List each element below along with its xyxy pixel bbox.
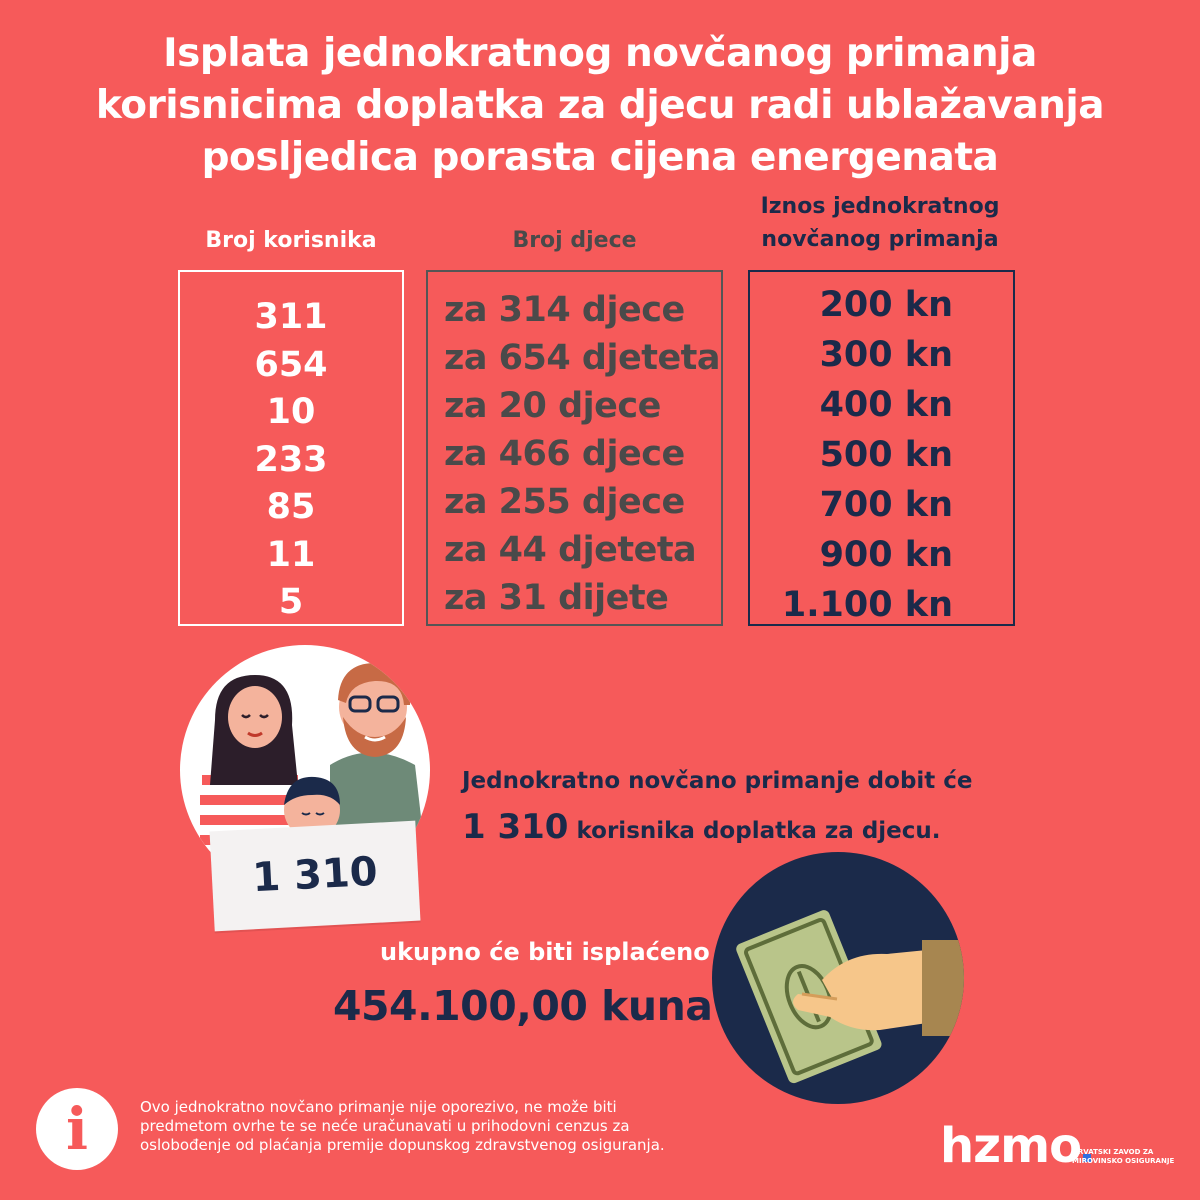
- hzmo-logo: [940, 1118, 1091, 1174]
- users-value: 654: [254, 344, 328, 385]
- amount-value: 1.100 kn: [781, 585, 953, 625]
- summary-count: 1 310: [462, 807, 569, 847]
- logo-wordmark: hzmo: [940, 1118, 1082, 1174]
- users-box: [178, 270, 404, 626]
- footnote: [140, 1098, 700, 1155]
- children-value: za 654 djeteta: [444, 338, 721, 378]
- summary-line-2: [462, 804, 1022, 854]
- amount-value: 400 kn: [819, 385, 953, 425]
- count-sign: [210, 821, 421, 932]
- info-icon: i: [36, 1088, 118, 1170]
- amount-heading-line-2: novčanog primanja: [761, 227, 999, 252]
- payout-label: ukupno će biti isplaćeno: [380, 938, 710, 966]
- amount-value: 200 kn: [819, 285, 953, 325]
- children-list: [428, 272, 721, 622]
- logo-subtitle-line-2: MIROVINSKO OSIGURANJE: [1072, 1157, 1175, 1165]
- children-value: za 314 djece: [444, 290, 685, 330]
- users-value: 311: [254, 297, 328, 337]
- users-column-heading: Broj korisnika: [205, 228, 377, 253]
- amount-column-heading: [730, 190, 1030, 256]
- amounts-box: [748, 270, 1015, 626]
- users-value: 5: [278, 582, 304, 622]
- users-list: [180, 272, 402, 627]
- summary-line-1: Jednokratno novčano primanje dobit će: [462, 768, 973, 794]
- cash-hand-icon: [712, 852, 964, 1104]
- title-line-2: korisnicima doplatka za djecu radi ublažavanja: [95, 83, 1105, 128]
- footnote-line-1: Ovo jednokratno novčano primanje nije oporezivo, ne može biti: [140, 1098, 617, 1116]
- amount-heading-line-1: Iznos jednokratnog: [760, 194, 1000, 219]
- money-illustration: [712, 852, 964, 1104]
- footnote-line-3: oslobođenje od plaćanja premije dopunskog zdravstvenog osiguranja.: [140, 1136, 665, 1154]
- children-value: za 44 djeteta: [444, 530, 697, 570]
- users-value: 233: [254, 439, 328, 480]
- amount-value: 300 kn: [819, 335, 953, 375]
- amount-value: 900 kn: [819, 535, 953, 575]
- users-value: 85: [266, 487, 316, 527]
- children-value: za 20 djece: [444, 386, 661, 426]
- footnote-line-2: predmetom ovrhe te se neće uračunavati u prihodovni cenzus za: [140, 1117, 630, 1135]
- children-value: za 466 djece: [444, 434, 685, 474]
- payout-total: 454.100,00 kuna: [333, 982, 713, 1030]
- children-column-heading: Broj djece: [512, 228, 637, 253]
- title-line-3: posljedica porasta cijena energenata: [201, 135, 999, 180]
- children-value: za 31 dijete: [444, 578, 669, 618]
- amounts-list: [750, 272, 1013, 630]
- children-box: [426, 270, 723, 626]
- users-value: 10: [266, 392, 316, 432]
- summary-line-2-text: korisnika doplatka za djecu.: [576, 818, 941, 844]
- amount-value: 700 kn: [819, 485, 953, 525]
- logo-subtitle-line-1: HRVATSKI ZAVOD ZA: [1072, 1148, 1154, 1156]
- sign-number: 1 310: [251, 848, 379, 902]
- users-value: 11: [266, 534, 316, 575]
- children-value: za 255 djece: [444, 482, 685, 522]
- page-title: [40, 28, 1160, 184]
- logo-subtitle: [1072, 1148, 1182, 1166]
- title-line-1: Isplata jednokratnog novčanog primanja: [163, 31, 1037, 76]
- amount-value: 500 kn: [819, 435, 953, 475]
- summary-text: [462, 758, 1022, 854]
